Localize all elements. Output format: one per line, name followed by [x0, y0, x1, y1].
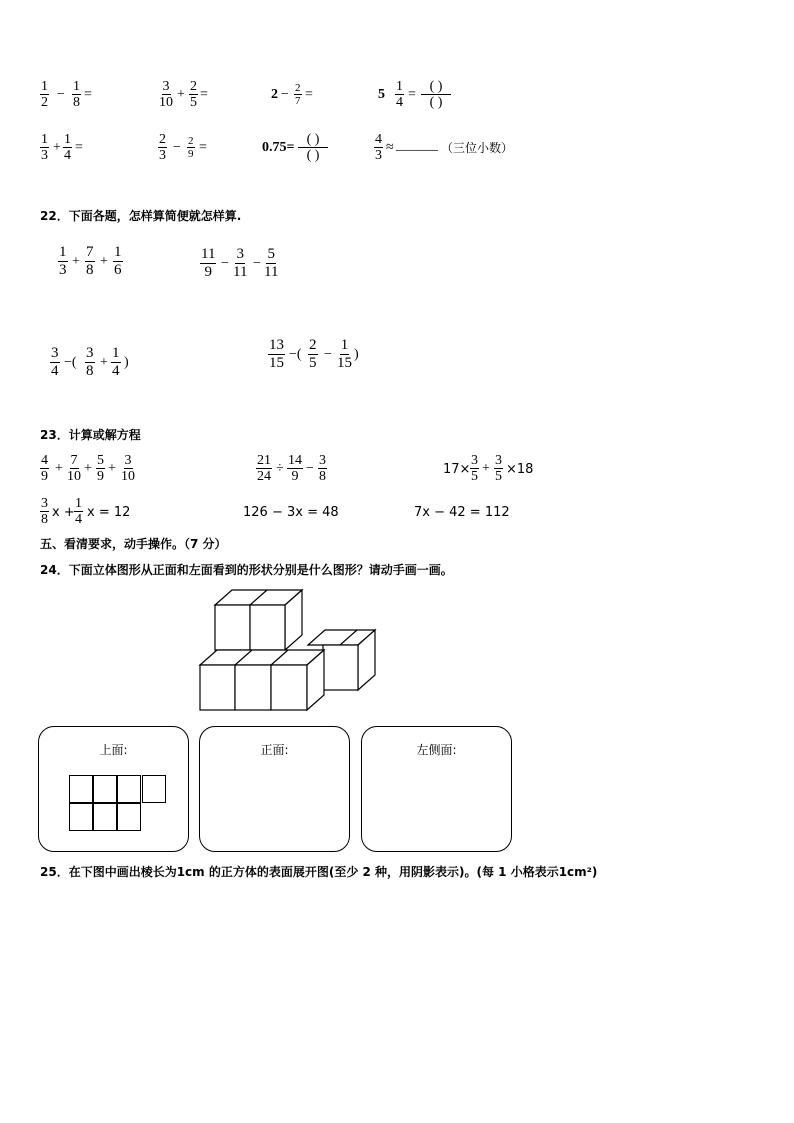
fraction: $\frac{3}{8}$ [41, 496, 48, 527]
grid-cell [93, 803, 117, 831]
operator: − [306, 461, 314, 476]
operator: + [84, 461, 92, 476]
fraction: $\frac{3}{11}$ [233, 246, 248, 280]
fraction: $\frac{14}{9}$ [288, 453, 302, 484]
decimal-value: 0.75= [262, 140, 295, 155]
fraction: $\frac{2}{3}$ [159, 132, 166, 163]
fraction: $\frac{3}{8}$ [319, 453, 326, 484]
section-5-heading: 五、看清要求，动手操作。（7 分） [40, 537, 227, 551]
fraction: $\frac{3}{10}$ [159, 79, 173, 110]
fraction: $\frac{1}{6}$ [114, 244, 122, 278]
fraction: $\frac{13}{15}$ [269, 337, 284, 371]
grid-cell [142, 775, 166, 803]
expression-tail: ×18 [506, 462, 534, 477]
operator: + [53, 140, 61, 155]
question-23-title: 23．计算或解方程 [40, 428, 141, 442]
fraction: $\frac{4}{9}$ [41, 453, 48, 484]
fraction: $\frac{2}{7}$ [295, 82, 301, 107]
fraction: $\frac{2}{5}$ [309, 337, 317, 371]
operator: − [281, 87, 289, 102]
operator: + [482, 461, 490, 476]
fraction: $\frac{7}{10}$ [67, 453, 81, 484]
fraction: $\frac{1}{4}$ [75, 496, 82, 527]
operator: − [221, 256, 229, 271]
question-22-title: 22．下面各题，怎样算简便就怎样算. [40, 209, 242, 223]
blank-fraction[interactable]: ( ) ( ) [421, 79, 451, 110]
equals-sign: = [305, 87, 313, 102]
operator: + [55, 461, 63, 476]
close-paren: ) [124, 355, 129, 370]
card-title: 正面: [260, 743, 289, 757]
grid-cell [69, 803, 93, 831]
operator: − [324, 347, 332, 362]
question-24-title: 24．下面立体图形从正面和左面看到的形状分别是什么图形？请动手画一画。 [40, 563, 453, 577]
fraction: $\frac{5}{11}$ [264, 246, 279, 280]
fraction: $\frac{3}{5}$ [495, 453, 502, 484]
operator: + [100, 355, 108, 370]
fraction: $\frac{1}{8}$ [73, 79, 80, 110]
equation-tail: x = 12 [87, 505, 131, 520]
left-view-card[interactable] [361, 726, 512, 852]
equals-sign: = [84, 87, 92, 102]
fraction: $\frac{1}{4}$ [64, 132, 71, 163]
operator: + [177, 87, 185, 102]
operator: −( [289, 347, 302, 362]
operator: −( [64, 355, 77, 370]
front-view-card[interactable] [199, 726, 350, 852]
equals-sign: = [408, 87, 416, 102]
operator: ÷ [276, 461, 284, 476]
operator: + [108, 461, 116, 476]
fraction: $\frac{4}{3}$ [375, 132, 382, 163]
close-paren: ) [354, 347, 359, 362]
answer-blank[interactable]: ______ [396, 138, 438, 153]
expression-lead: 17× [443, 462, 471, 477]
equals-sign: = [200, 87, 208, 102]
cube-stack-figure [195, 585, 380, 713]
grid-cell [117, 803, 141, 831]
fraction: $\frac{1}{2}$ [41, 79, 48, 110]
equals-sign: = [199, 140, 207, 155]
instruction-note: （三位小数） [441, 141, 514, 155]
fraction: $\frac{2}{5}$ [190, 79, 197, 110]
q23-problem-5: 126 − 3x = 48 [243, 505, 339, 520]
fraction: $\frac{7}{8}$ [86, 244, 94, 278]
q23-problem-6: 7x − 42 = 112 [414, 505, 510, 520]
fraction: $\frac{3}{8}$ [86, 345, 94, 379]
fraction: $\frac{3}{10}$ [121, 453, 135, 484]
operator: + [100, 254, 108, 269]
fraction: $\frac{1}{4}$ [112, 345, 120, 379]
whole-number: 2 [271, 87, 278, 102]
top-view-card [38, 726, 189, 852]
equals-sign: = [75, 140, 83, 155]
fraction: $\frac{5}{9}$ [97, 453, 104, 484]
equation-middle: x + [52, 505, 75, 520]
operator: − [57, 87, 65, 102]
grid-cell [69, 775, 93, 803]
fraction: $\frac{1}{15}$ [337, 337, 352, 371]
fraction: $\frac{3}{4}$ [51, 345, 59, 379]
fraction: $\frac{1}{3}$ [59, 244, 67, 278]
fraction: $\frac{2}{9}$ [188, 135, 194, 160]
fraction: $\frac{1}{3}$ [41, 132, 48, 163]
approx-sign: ≈ [386, 140, 394, 155]
operator: + [72, 254, 80, 269]
operator: − [173, 140, 181, 155]
fraction: $\frac{1}{4}$ [396, 79, 403, 110]
grid-cell [93, 775, 117, 803]
fraction: $\frac{3}{5}$ [471, 453, 478, 484]
fraction: $\frac{21}{24}$ [257, 453, 271, 484]
fraction: $\frac{11}{9}$ [201, 246, 216, 280]
grid-cell [117, 775, 141, 803]
whole-number: 5 [378, 87, 385, 102]
card-title: 上面: [99, 743, 128, 757]
blank-fraction[interactable]: ( ) ( ) [298, 132, 328, 163]
card-title: 左侧面: [416, 743, 457, 757]
operator: − [253, 256, 261, 271]
question-25-title: 25．在下图中画出棱长为1cm 的正方体的表面展开图(至少 2 种，用阴影表示)。(每 1 小格表示1cm²) [40, 865, 598, 879]
